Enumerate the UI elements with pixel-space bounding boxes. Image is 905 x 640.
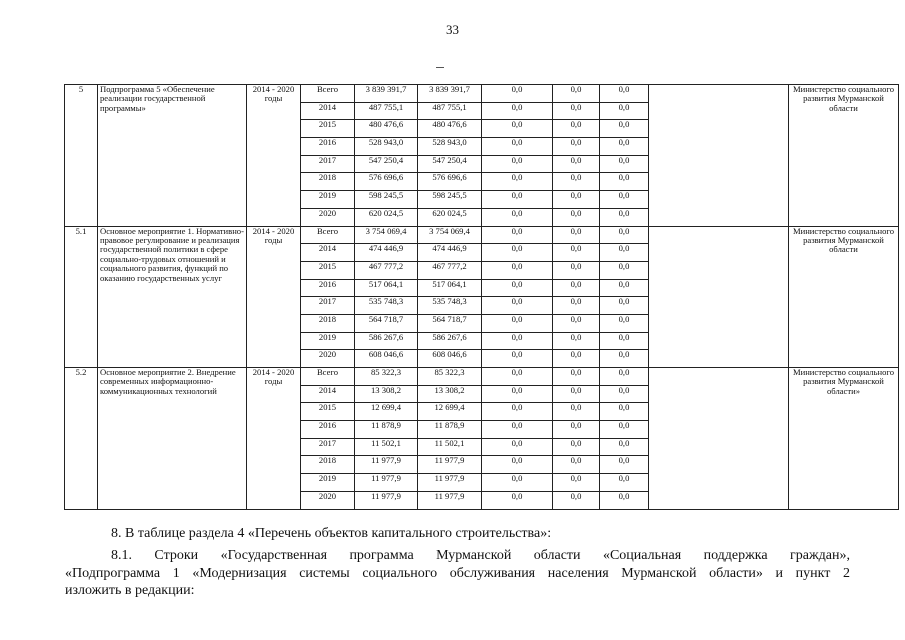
budget-table-body [65, 85, 899, 510]
years-period: 2014 - 2020 годы [247, 368, 301, 510]
row-number: 5.1 [65, 226, 98, 368]
result-indicator [649, 226, 789, 368]
amount-federal-budget: 0,0 [482, 261, 553, 279]
year-label: 2014 [301, 102, 355, 120]
program-name: Подпрограмма 5 «Обеспечение реализации государственной программы» [98, 85, 247, 227]
amount-federal-budget: 0,0 [482, 173, 553, 191]
amount-local-budget: 0,0 [553, 208, 600, 226]
amount-regional-budget: 85 322,3 [418, 368, 482, 386]
amount-total: 3 754 069,4 [355, 226, 418, 244]
amount-local-budget: 0,0 [553, 173, 600, 191]
amount-regional-budget: 13 308,2 [418, 385, 482, 403]
page-number: 33 [446, 22, 459, 37]
amount-total: 487 755,1 [355, 102, 418, 120]
amount-other-sources: 0,0 [600, 314, 649, 332]
program-name: Основное мероприятие 1. Нормативно-правовое регулирование и реализация государственной политики в сфере социально-трудовых отношений и социального развития, функций по оказанию государственных услуг [98, 226, 247, 368]
amount-other-sources: 0,0 [600, 173, 649, 191]
amount-local-budget: 0,0 [553, 421, 600, 439]
amount-other-sources: 0,0 [600, 297, 649, 315]
amount-total: 564 718,7 [355, 314, 418, 332]
year-label: 2019 [301, 474, 355, 492]
amount-total: 598 245,5 [355, 191, 418, 209]
amount-federal-budget: 0,0 [482, 385, 553, 403]
year-label: 2017 [301, 155, 355, 173]
amount-federal-budget: 0,0 [482, 314, 553, 332]
year-label: 2020 [301, 491, 355, 509]
amount-total: 11 977,9 [355, 456, 418, 474]
row-number: 5.2 [65, 368, 98, 510]
amount-local-budget: 0,0 [553, 314, 600, 332]
amount-federal-budget: 0,0 [482, 226, 553, 244]
year-label: 2018 [301, 456, 355, 474]
amount-other-sources: 0,0 [600, 456, 649, 474]
amount-other-sources: 0,0 [600, 421, 649, 439]
years-period: 2014 - 2020 годы [247, 85, 301, 227]
year-label: Всего [301, 368, 355, 386]
amount-federal-budget: 0,0 [482, 438, 553, 456]
amount-other-sources: 0,0 [600, 438, 649, 456]
year-label: Всего [301, 85, 355, 103]
amount-total: 620 024,5 [355, 208, 418, 226]
amount-other-sources: 0,0 [600, 385, 649, 403]
amount-local-budget: 0,0 [553, 138, 600, 156]
amount-other-sources: 0,0 [600, 191, 649, 209]
amount-local-budget: 0,0 [553, 85, 600, 103]
amount-federal-budget: 0,0 [482, 208, 553, 226]
amount-regional-budget: 480 476,6 [418, 120, 482, 138]
amount-total: 480 476,6 [355, 120, 418, 138]
paragraph-8-1-line-1: 8.1. Строки «Государственная программа Мурманской области «Социальная поддержка граждан», [111, 548, 850, 563]
amount-federal-budget: 0,0 [482, 120, 553, 138]
amount-local-budget: 0,0 [553, 191, 600, 209]
amount-local-budget: 0,0 [553, 279, 600, 297]
amount-total: 586 267,6 [355, 332, 418, 350]
amount-other-sources: 0,0 [600, 474, 649, 492]
amount-other-sources: 0,0 [600, 279, 649, 297]
amount-regional-budget: 11 977,9 [418, 491, 482, 509]
amount-regional-budget: 11 977,9 [418, 456, 482, 474]
table-row [65, 368, 899, 386]
years-period: 2014 - 2020 годы [247, 226, 301, 368]
amount-other-sources: 0,0 [600, 244, 649, 262]
year-label: 2015 [301, 120, 355, 138]
year-label: 2020 [301, 208, 355, 226]
year-label: Всего [301, 226, 355, 244]
amount-regional-budget: 3 754 069,4 [418, 226, 482, 244]
amount-local-budget: 0,0 [553, 297, 600, 315]
year-label: 2014 [301, 244, 355, 262]
amount-regional-budget: 11 977,9 [418, 474, 482, 492]
header-mark [436, 67, 444, 68]
amount-other-sources: 0,0 [600, 120, 649, 138]
amount-total: 11 878,9 [355, 421, 418, 439]
amount-regional-budget: 3 839 391,7 [418, 85, 482, 103]
amount-regional-budget: 474 446,9 [418, 244, 482, 262]
result-indicator [649, 368, 789, 510]
year-label: 2015 [301, 403, 355, 421]
amount-other-sources: 0,0 [600, 208, 649, 226]
year-label: 2018 [301, 314, 355, 332]
amount-federal-budget: 0,0 [482, 297, 553, 315]
amount-total: 608 046,6 [355, 350, 418, 368]
amount-regional-budget: 608 046,6 [418, 350, 482, 368]
year-label: 2017 [301, 438, 355, 456]
paragraph-8-1-line-2: «Подпрограмма 1 «Модернизация системы социального обслуживания населения Мурманской области» и пункт 2 [65, 566, 850, 581]
amount-local-budget: 0,0 [553, 385, 600, 403]
amount-federal-budget: 0,0 [482, 491, 553, 509]
budget-table [64, 84, 899, 510]
amount-local-budget: 0,0 [553, 120, 600, 138]
amount-federal-budget: 0,0 [482, 102, 553, 120]
amount-total: 11 977,9 [355, 491, 418, 509]
amount-other-sources: 0,0 [600, 491, 649, 509]
amount-regional-budget: 576 696,6 [418, 173, 482, 191]
amount-regional-budget: 11 878,9 [418, 421, 482, 439]
amount-federal-budget: 0,0 [482, 279, 553, 297]
amount-total: 576 696,6 [355, 173, 418, 191]
amount-local-budget: 0,0 [553, 102, 600, 120]
amount-total: 11 502,1 [355, 438, 418, 456]
amount-other-sources: 0,0 [600, 350, 649, 368]
amount-regional-budget: 517 064,1 [418, 279, 482, 297]
year-label: 2015 [301, 261, 355, 279]
amount-total: 12 699,4 [355, 403, 418, 421]
amount-regional-budget: 564 718,7 [418, 314, 482, 332]
amount-local-budget: 0,0 [553, 332, 600, 350]
year-label: 2014 [301, 385, 355, 403]
amount-total: 517 064,1 [355, 279, 418, 297]
amount-total: 547 250,4 [355, 155, 418, 173]
amount-federal-budget: 0,0 [482, 138, 553, 156]
amount-local-budget: 0,0 [553, 491, 600, 509]
paragraph-8-1-line-3: изложить в редакции: [65, 583, 195, 598]
amount-total: 13 308,2 [355, 385, 418, 403]
amount-regional-budget: 547 250,4 [418, 155, 482, 173]
amount-regional-budget: 487 755,1 [418, 102, 482, 120]
year-label: 2016 [301, 138, 355, 156]
amount-regional-budget: 598 245,5 [418, 191, 482, 209]
amount-federal-budget: 0,0 [482, 421, 553, 439]
amount-total: 467 777,2 [355, 261, 418, 279]
program-name: Основное мероприятие 2. Внедрение современных информационно-коммуникационных технологий [98, 368, 247, 510]
amount-total: 3 839 391,7 [355, 85, 418, 103]
amount-other-sources: 0,0 [600, 226, 649, 244]
year-label: 2019 [301, 191, 355, 209]
year-label: 2017 [301, 297, 355, 315]
amount-other-sources: 0,0 [600, 138, 649, 156]
amount-other-sources: 0,0 [600, 261, 649, 279]
amount-regional-budget: 535 748,3 [418, 297, 482, 315]
amount-regional-budget: 12 699,4 [418, 403, 482, 421]
table-row [65, 226, 899, 244]
amount-local-budget: 0,0 [553, 368, 600, 386]
amount-local-budget: 0,0 [553, 155, 600, 173]
amount-total: 11 977,9 [355, 474, 418, 492]
amount-regional-budget: 620 024,5 [418, 208, 482, 226]
amount-other-sources: 0,0 [600, 102, 649, 120]
result-indicator [649, 85, 789, 227]
row-number: 5 [65, 85, 98, 227]
amount-local-budget: 0,0 [553, 456, 600, 474]
amount-total: 528 943,0 [355, 138, 418, 156]
responsible-executor: Министерство социального развития Мурманской области [789, 226, 899, 368]
amount-local-budget: 0,0 [553, 350, 600, 368]
responsible-executor: Министерство социального развития Мурманской области» [789, 368, 899, 510]
amount-federal-budget: 0,0 [482, 403, 553, 421]
table-row [65, 85, 899, 103]
amount-other-sources: 0,0 [600, 85, 649, 103]
amount-other-sources: 0,0 [600, 155, 649, 173]
amount-federal-budget: 0,0 [482, 85, 553, 103]
amount-regional-budget: 528 943,0 [418, 138, 482, 156]
amount-total: 535 748,3 [355, 297, 418, 315]
year-label: 2018 [301, 173, 355, 191]
paragraph-8: 8. В таблице раздела 4 «Перечень объектов капитального строительства»: [111, 526, 552, 541]
amount-federal-budget: 0,0 [482, 350, 553, 368]
amount-regional-budget: 586 267,6 [418, 332, 482, 350]
responsible-executor: Министерство социального развития Мурманской области [789, 85, 899, 227]
amount-regional-budget: 11 502,1 [418, 438, 482, 456]
year-label: 2016 [301, 279, 355, 297]
amount-local-budget: 0,0 [553, 438, 600, 456]
amount-federal-budget: 0,0 [482, 332, 553, 350]
year-label: 2020 [301, 350, 355, 368]
amount-other-sources: 0,0 [600, 332, 649, 350]
year-label: 2016 [301, 421, 355, 439]
amount-regional-budget: 467 777,2 [418, 261, 482, 279]
amount-federal-budget: 0,0 [482, 456, 553, 474]
amount-federal-budget: 0,0 [482, 474, 553, 492]
amount-local-budget: 0,0 [553, 261, 600, 279]
amount-other-sources: 0,0 [600, 368, 649, 386]
amount-federal-budget: 0,0 [482, 155, 553, 173]
amount-total: 474 446,9 [355, 244, 418, 262]
amount-other-sources: 0,0 [600, 403, 649, 421]
amount-federal-budget: 0,0 [482, 191, 553, 209]
amount-federal-budget: 0,0 [482, 244, 553, 262]
amount-total: 85 322,3 [355, 368, 418, 386]
amount-local-budget: 0,0 [553, 244, 600, 262]
amount-federal-budget: 0,0 [482, 368, 553, 386]
amount-local-budget: 0,0 [553, 403, 600, 421]
amount-local-budget: 0,0 [553, 226, 600, 244]
amount-local-budget: 0,0 [553, 474, 600, 492]
year-label: 2019 [301, 332, 355, 350]
